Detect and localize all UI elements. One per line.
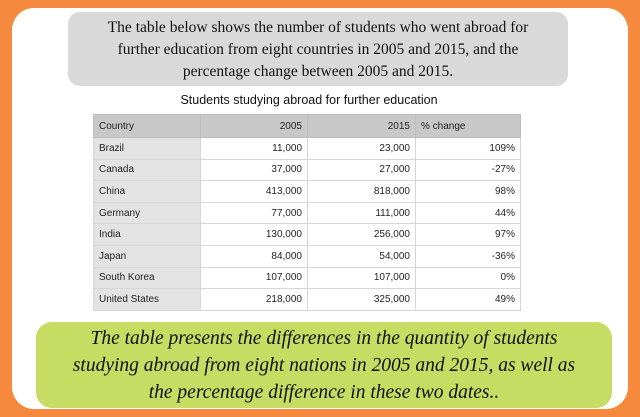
cell-change: 44% bbox=[416, 202, 521, 224]
table-row bbox=[94, 159, 521, 181]
cell-change: 98% bbox=[416, 181, 521, 203]
cell-2005: 130,000 bbox=[201, 224, 308, 246]
cell-2005: 37,000 bbox=[201, 159, 308, 181]
cell-2005: 84,000 bbox=[201, 245, 308, 267]
column-header-2015: 2015 bbox=[308, 115, 416, 138]
table-row bbox=[94, 267, 521, 289]
prompt-line-3: percentage change between 2005 and 2015. bbox=[182, 63, 454, 80]
cell-2015: 111,000 bbox=[308, 202, 416, 224]
table-row bbox=[94, 245, 521, 267]
prompt-line-1: The table below shows the number of students who went abroad for bbox=[107, 19, 529, 36]
cell-2005: 413,000 bbox=[201, 181, 308, 203]
table-row bbox=[94, 181, 521, 203]
cell-change: 49% bbox=[416, 289, 521, 311]
table-row bbox=[94, 289, 521, 311]
cell-2015: 818,000 bbox=[308, 181, 416, 203]
cell-2015: 54,000 bbox=[308, 245, 416, 267]
table-title: Students studying abroad for further education bbox=[180, 93, 438, 107]
table-header-row bbox=[94, 115, 521, 138]
cell-country: Japan bbox=[94, 245, 201, 267]
cell-2005: 107,000 bbox=[201, 267, 308, 289]
cell-country: United States bbox=[94, 289, 201, 311]
cell-2015: 256,000 bbox=[308, 224, 416, 246]
answer-line-3: the percentage difference in these two dates.. bbox=[148, 382, 500, 403]
cell-change: 109% bbox=[416, 138, 521, 160]
students-table bbox=[93, 114, 521, 311]
cell-change: -27% bbox=[416, 159, 521, 181]
cell-change: 0% bbox=[416, 267, 521, 289]
column-header-change: % change bbox=[416, 115, 521, 138]
answer-line-1: The table presents the differences in the quantity of students bbox=[90, 328, 558, 349]
answer-line-2: studying abroad from eight nations in 2005 and 2015, as well as bbox=[72, 355, 576, 376]
prompt-line-2: further education from eight countries in 2005 and 2015, and the bbox=[117, 41, 519, 58]
task-prompt bbox=[68, 12, 568, 86]
cell-country: China bbox=[94, 181, 201, 203]
cell-change: -36% bbox=[416, 245, 521, 267]
column-header-country: Country bbox=[94, 115, 201, 138]
cell-2005: 11,000 bbox=[201, 138, 308, 160]
cell-country: Canada bbox=[94, 159, 201, 181]
paraphrase-answer bbox=[36, 322, 612, 408]
column-header-2005: 2005 bbox=[201, 115, 308, 138]
cell-2005: 218,000 bbox=[201, 289, 308, 311]
cell-country: Brazil bbox=[94, 138, 201, 160]
cell-2015: 107,000 bbox=[308, 267, 416, 289]
table-row bbox=[94, 224, 521, 246]
cell-country: Germany bbox=[94, 202, 201, 224]
table-row bbox=[94, 138, 521, 160]
cell-2015: 27,000 bbox=[308, 159, 416, 181]
cell-2015: 23,000 bbox=[308, 138, 416, 160]
cell-change: 97% bbox=[416, 224, 521, 246]
cell-2015: 325,000 bbox=[308, 289, 416, 311]
table-row bbox=[94, 202, 521, 224]
cell-country: South Korea bbox=[94, 267, 201, 289]
cell-country: India bbox=[94, 224, 201, 246]
cell-2005: 77,000 bbox=[201, 202, 308, 224]
